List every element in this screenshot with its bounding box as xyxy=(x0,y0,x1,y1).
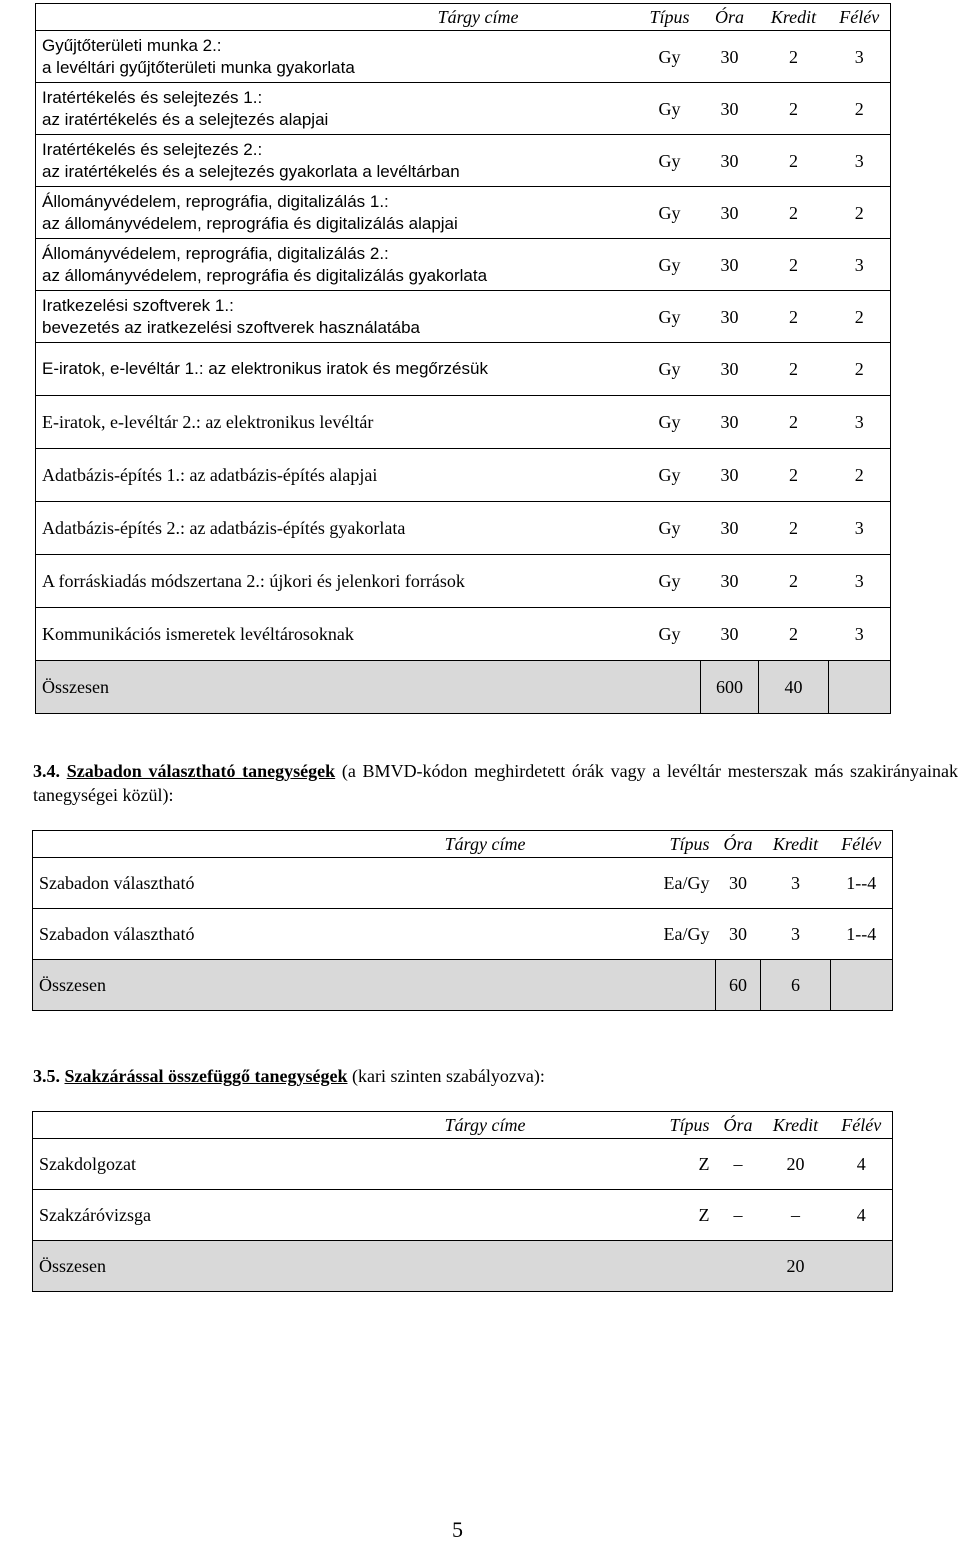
section-number: 3.5. xyxy=(33,1066,60,1086)
course-hours: 30 xyxy=(701,449,759,502)
table-row xyxy=(33,1190,893,1241)
elective-table xyxy=(32,830,893,1011)
course-type: Gy xyxy=(639,396,701,449)
course-credit: 2 xyxy=(759,135,829,187)
course-title xyxy=(36,291,639,343)
course-title-line2: az iratértékelés és a selejtezés alapjai xyxy=(42,109,329,129)
courses-table xyxy=(35,3,891,714)
course-credit: 2 xyxy=(759,449,829,502)
total-credit: 20 xyxy=(761,1241,831,1292)
total-row xyxy=(33,1241,893,1292)
section-number: 3.4. xyxy=(33,761,60,781)
course-type: Gy xyxy=(639,135,701,187)
total-row xyxy=(36,661,891,714)
total-row xyxy=(33,960,893,1011)
course-semester: 4 xyxy=(831,1190,893,1241)
header-hours: Óra xyxy=(716,1112,761,1139)
course-title xyxy=(36,187,639,239)
course-hours: 30 xyxy=(701,239,759,291)
table-header-row xyxy=(36,4,891,31)
course-title: Szakdolgozat xyxy=(33,1139,636,1190)
course-title xyxy=(36,239,639,291)
table-row xyxy=(36,239,891,291)
table-row xyxy=(36,135,891,187)
course-credit: 2 xyxy=(759,608,829,661)
header-title: Tárgy címe xyxy=(33,1112,636,1139)
course-semester: 3 xyxy=(829,135,891,187)
course-type: Gy xyxy=(639,608,701,661)
course-type: Ea/Gy xyxy=(636,858,716,909)
table-row xyxy=(36,343,891,396)
course-semester: 3 xyxy=(829,396,891,449)
total-credit: 40 xyxy=(759,661,829,714)
course-hours: – xyxy=(716,1139,761,1190)
course-type: Z xyxy=(636,1190,716,1241)
course-title: E-iratok, e-levéltár 1.: az elektronikus iratok és megőrzésük xyxy=(36,343,639,396)
course-credit: 2 xyxy=(759,187,829,239)
course-semester: 3 xyxy=(829,502,891,555)
course-semester: 1--4 xyxy=(831,909,893,960)
table-row xyxy=(36,555,891,608)
course-title-line2: a levéltári gyűjtőterületi munka gyakorlata xyxy=(42,57,355,77)
total-hours: 600 xyxy=(701,661,759,714)
course-type: Gy xyxy=(639,502,701,555)
course-hours: 30 xyxy=(701,608,759,661)
course-semester: 3 xyxy=(829,555,891,608)
header-credit: Kredit xyxy=(761,831,831,858)
course-title-line1: Állományvédelem, reprográfia, digitalizálás 2.: xyxy=(42,243,389,263)
course-title: Szakzáróvizsga xyxy=(33,1190,636,1241)
course-title-line1: Iratértékelés és selejtezés 2.: xyxy=(42,139,263,159)
course-title-line1: Gyűjtőterületi munka 2.: xyxy=(42,35,222,55)
course-credit: 2 xyxy=(759,555,829,608)
course-semester: 2 xyxy=(829,291,891,343)
course-type: Gy xyxy=(639,343,701,396)
course-hours: 30 xyxy=(701,343,759,396)
table-row xyxy=(36,291,891,343)
course-semester: 3 xyxy=(829,239,891,291)
course-credit: 3 xyxy=(761,858,831,909)
header-title: Tárgy címe xyxy=(33,831,636,858)
course-type: Gy xyxy=(639,449,701,502)
course-credit: 2 xyxy=(759,83,829,135)
course-hours: 30 xyxy=(701,135,759,187)
course-hours: 30 xyxy=(701,187,759,239)
course-credit: 2 xyxy=(759,239,829,291)
table-row xyxy=(33,909,893,960)
course-title: A forráskiadás módszertana 2.: újkori és jelenkori források xyxy=(36,555,639,608)
section-description: (a BMVD-kódon meghirdetett órák vagy a levéltár mesterszak más szakirányainak tanegységei közül): xyxy=(33,761,959,805)
header-type: Típus xyxy=(639,4,701,31)
course-hours: 30 xyxy=(716,858,761,909)
course-title-line2: az állományvédelem, reprográfia és digitalizálás gyakorlata xyxy=(42,265,488,285)
total-label: Összesen xyxy=(33,1241,636,1292)
course-semester: 3 xyxy=(829,31,891,83)
course-type: Ea/Gy xyxy=(636,909,716,960)
course-semester: 2 xyxy=(829,83,891,135)
table-row xyxy=(36,31,891,83)
course-title: Adatbázis-építés 2.: az adatbázis-építés gyakorlata xyxy=(36,502,639,555)
course-type: Gy xyxy=(639,239,701,291)
course-title: Adatbázis-építés 1.: az adatbázis-építés alapjai xyxy=(36,449,639,502)
header-semester: Félév xyxy=(831,831,893,858)
course-hours: 30 xyxy=(701,83,759,135)
course-credit: – xyxy=(761,1190,831,1241)
course-credit: 2 xyxy=(759,291,829,343)
header-type: Típus xyxy=(636,831,716,858)
table-row xyxy=(36,449,891,502)
course-title-line2: bevezetés az iratkezelési szoftverek használatába xyxy=(42,317,420,337)
final-exam-table xyxy=(32,1111,893,1292)
course-type: Gy xyxy=(639,555,701,608)
header-semester: Félév xyxy=(829,4,891,31)
course-title: Kommunikációs ismeretek levéltárosoknak xyxy=(36,608,639,661)
total-hours: 60 xyxy=(716,960,761,1011)
course-title xyxy=(36,31,639,83)
table-row xyxy=(33,1139,893,1190)
course-credit: 3 xyxy=(761,909,831,960)
header-hours: Óra xyxy=(701,4,759,31)
table-header-row xyxy=(33,831,893,858)
course-credit: 2 xyxy=(759,396,829,449)
course-title-line2: az iratértékelés és a selejtezés gyakorlata a levéltárban xyxy=(42,161,460,181)
course-type: Gy xyxy=(639,83,701,135)
course-type: Gy xyxy=(639,31,701,83)
course-hours: 30 xyxy=(701,396,759,449)
course-hours: 30 xyxy=(701,555,759,608)
table-row xyxy=(36,502,891,555)
course-hours: 30 xyxy=(716,909,761,960)
course-credit: 2 xyxy=(759,343,829,396)
course-semester: 2 xyxy=(829,343,891,396)
table-row xyxy=(36,608,891,661)
section-heading: Szabadon választható tanegységek xyxy=(66,761,336,781)
table-row xyxy=(36,187,891,239)
course-title-line2: az állományvédelem, reprográfia és digitalizálás alapjai xyxy=(42,213,458,233)
course-credit: 20 xyxy=(761,1139,831,1190)
table-header-row xyxy=(33,1112,893,1139)
section-heading: Szakzárással összefüggő tanegységek xyxy=(64,1066,348,1086)
course-credit: 2 xyxy=(759,31,829,83)
course-title: E-iratok, e-levéltár 2.: az elektronikus levéltár xyxy=(36,396,639,449)
course-title: Szabadon választható xyxy=(33,858,636,909)
section-description: (kari szinten szabályozva): xyxy=(347,1066,545,1086)
course-title-line1: Iratkezelési szoftverek 1.: xyxy=(42,295,234,315)
course-hours: 30 xyxy=(701,31,759,83)
header-credit: Kredit xyxy=(761,1112,831,1139)
total-label: Összesen xyxy=(33,960,636,1011)
page-number: 5 xyxy=(452,1517,463,1542)
course-hours: – xyxy=(716,1190,761,1241)
header-hours: Óra xyxy=(716,831,761,858)
header-semester: Félév xyxy=(831,1112,893,1139)
table-row xyxy=(33,858,893,909)
total-label: Összesen xyxy=(36,661,639,714)
course-title xyxy=(36,83,639,135)
total-credit: 6 xyxy=(761,960,831,1011)
course-title-line1: Állományvédelem, reprográfia, digitalizálás 1.: xyxy=(42,191,389,211)
header-title: Tárgy címe xyxy=(36,4,639,31)
header-credit: Kredit xyxy=(759,4,829,31)
course-semester: 1--4 xyxy=(831,858,893,909)
course-semester: 4 xyxy=(831,1139,893,1190)
section-3-5 xyxy=(33,1064,958,1088)
course-type: Gy xyxy=(639,187,701,239)
course-semester: 2 xyxy=(829,449,891,502)
table-row xyxy=(36,396,891,449)
course-title-line1: Iratértékelés és selejtezés 1.: xyxy=(42,87,263,107)
course-credit: 2 xyxy=(759,502,829,555)
course-semester: 3 xyxy=(829,608,891,661)
course-title: Szabadon választható xyxy=(33,909,636,960)
course-title xyxy=(36,135,639,187)
section-3-4 xyxy=(33,759,958,807)
table-row xyxy=(36,83,891,135)
course-type: Z xyxy=(636,1139,716,1190)
header-type: Típus xyxy=(636,1112,716,1139)
course-type: Gy xyxy=(639,291,701,343)
course-semester: 2 xyxy=(829,187,891,239)
course-hours: 30 xyxy=(701,502,759,555)
course-hours: 30 xyxy=(701,291,759,343)
